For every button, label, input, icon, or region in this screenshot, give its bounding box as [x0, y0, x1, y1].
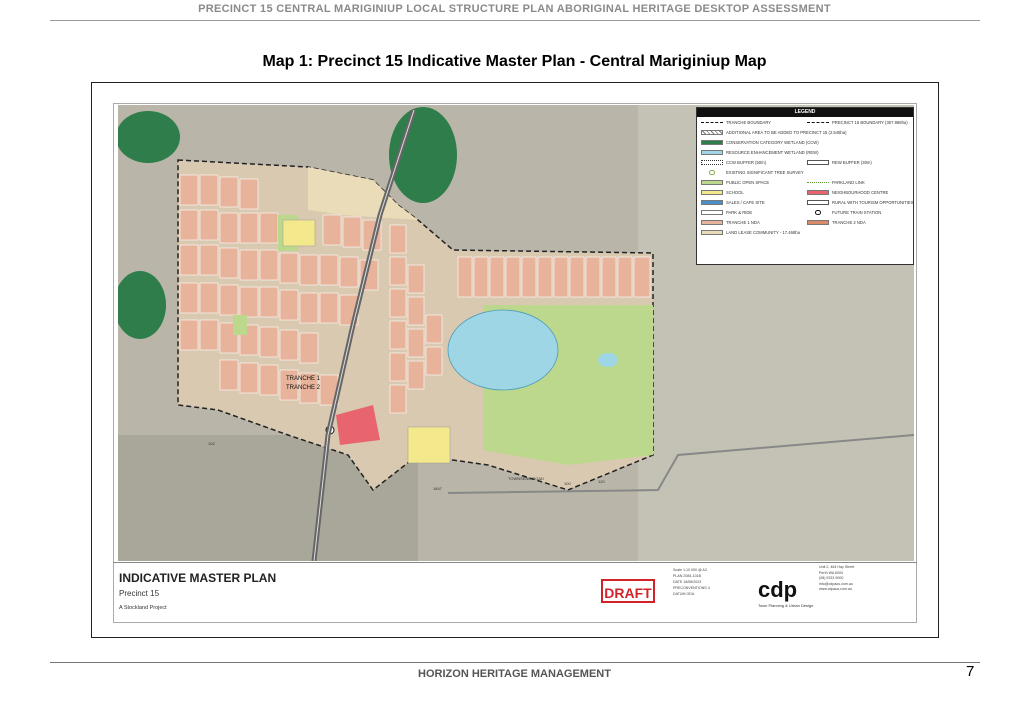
map-legend [696, 107, 914, 265]
footer-rule [50, 662, 980, 663]
legend-item: CONSERVATION CATEGORY WETLAND (CCW) [701, 139, 819, 146]
legend-title: LEGEND [697, 108, 913, 117]
legend-item: PARK & RIDE [701, 209, 752, 216]
legend-item: PUBLIC OPEN SPACE [701, 179, 769, 186]
legend-item: RURAL WITH TOURISM OPPORTUNITIES [807, 199, 914, 206]
title-block [113, 562, 917, 622]
lot-label-100: 100 [564, 481, 571, 486]
legend-item: EXISTING SIGNIFICANT TREE SURVEY [701, 169, 804, 176]
school-south [408, 427, 450, 463]
page-number: 7 [966, 663, 975, 680]
tranche-1-label: TRANCHE 1 [286, 376, 321, 382]
draft-stamp: DRAFT [601, 579, 655, 603]
legend-item: NEIGHBOURHOOD CENTRE [807, 189, 888, 196]
legend-item: PRECINCT 15 BOUNDARY (307.968ha) [807, 119, 908, 126]
legend-item: FUTURE TRAIN STATION [807, 209, 881, 216]
page-footer: HORIZON HERITAGE MANAGEMENT [418, 668, 611, 680]
project-name: A Stockland Project [119, 605, 167, 611]
lot-label-102: 102 [208, 441, 215, 446]
company-address: Unit 2, 464 Hay Street Perth WA 6000 (08) 9333 9000 info@cdpaus.com.au www.cdpaus.com.au [819, 565, 855, 592]
plan-title: INDICATIVE MASTER PLAN [119, 571, 277, 585]
lot-label-1847: 1847 [433, 486, 442, 491]
legend-item: SCHOOL [701, 189, 744, 196]
wetland-northwest [118, 111, 180, 163]
lot-label-120: 120 [598, 479, 605, 484]
legend-item: SALES / CAFE SITE [701, 199, 765, 206]
wetland-rew-small [598, 353, 618, 367]
legend-item: RESOURCE ENHANCEMENT WETLAND (REW) [701, 149, 819, 156]
wetland-rew-lake [448, 310, 558, 390]
legend-item: TRANCHE BOUNDARY [701, 119, 771, 126]
page-header: PRECINCT 15 CENTRAL MARIGINIUP LOCAL STRUCTURE PLAN ABORIGINAL HERITAGE DESKTOP ASSESSMENT [198, 3, 831, 15]
legend-item: LAND LEASE COMMUNITY - 17.468ha [701, 229, 800, 236]
legend-item: ADDITIONAL AREA TO BE ADDED TO PRECINCT 15 (2.545ha) [701, 129, 846, 136]
road-label: TOWNSEND ROAD [508, 476, 544, 481]
map-title: Map 1: Precinct 15 Indicative Master Plan - Central Mariginiup Map [262, 53, 767, 70]
plan-subtitle: Precinct 15 [119, 589, 160, 598]
legend-item: TRANCHE 2 NDA [807, 219, 866, 226]
header-rule [50, 20, 980, 21]
legend-item: CCW BUFFER (50m) [701, 159, 766, 166]
legend-item: TRANCHE 1 NDA [701, 219, 760, 226]
tranche-2-label: TRANCHE 2 [286, 385, 321, 391]
legend-item: PARKLAND LINK [807, 179, 865, 186]
plan-info: Scale 1:10 000 @ A3 PLAN 2084-101B DATE 18/08/2023 PRECONVENTIONS 4 DATUM GDA [673, 568, 710, 596]
legend-item: REW BUFFER (30m) [807, 159, 872, 166]
cdp-logo-subtitle: Town Planning & Urban Design [758, 603, 814, 608]
school-north [283, 220, 315, 246]
cdp-logo: cdp [758, 577, 798, 602]
